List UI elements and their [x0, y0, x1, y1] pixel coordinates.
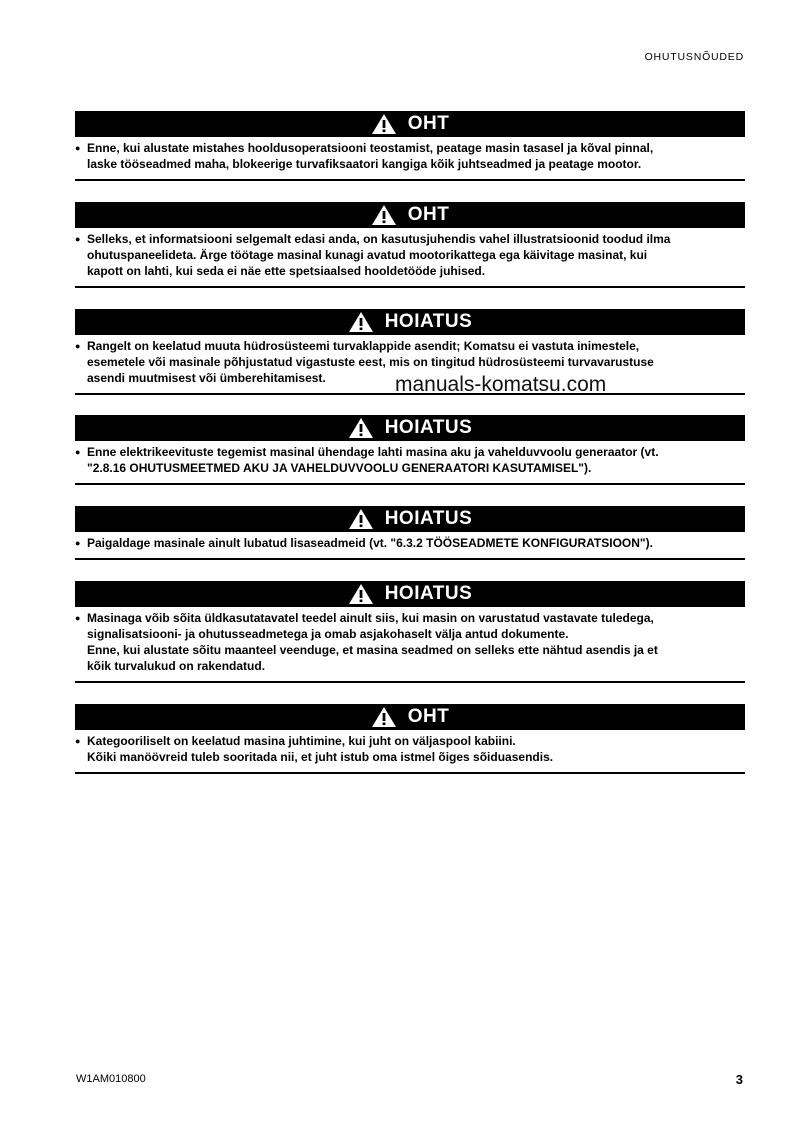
- safety-notice: [75, 704, 745, 774]
- notice-line: ohutuspaneelideta. Ärge töötage masinal kunagi avatud mootorikattega ega käivitage masinat, kui: [87, 248, 648, 262]
- bullet-icon: ●: [75, 736, 81, 746]
- safety-notice: [75, 506, 745, 560]
- notice-line: kõik turvalukud on rakendatud.: [87, 659, 266, 673]
- notice-line: Kõiki manöövreid tuleb sooritada nii, et juht istub oma istmel õiges sõiduasendis.: [87, 750, 554, 764]
- notice-item: [75, 444, 745, 476]
- notice-title-bar: [75, 704, 745, 730]
- watermark-text: manuals-komatsu.com: [395, 373, 607, 396]
- safety-notice: [75, 111, 745, 181]
- notice-line: Paigaldage masinale ainult lubatud lisaseadmeid (vt. "6.3.2 TÖÖSEADMETE KONFIGURATSIOON").: [87, 536, 653, 550]
- notice-item: [75, 140, 745, 172]
- notice-title: OHT: [407, 204, 450, 225]
- notice-item: [75, 733, 745, 765]
- safety-notice: [75, 415, 745, 485]
- notice-title: HOIATUS: [384, 417, 473, 438]
- notice-body: [75, 228, 745, 288]
- notice-title-bar: [75, 581, 745, 607]
- notice-body: [75, 730, 745, 774]
- warning-triangle-icon: [371, 204, 397, 226]
- notice-title: HOIATUS: [384, 583, 473, 604]
- notice-line: asendi muutmisest või ümberehitamisest.: [87, 371, 326, 385]
- notice-title: HOIATUS: [384, 508, 473, 529]
- notice-line: "2.8.16 OHUTUSMEETMED AKU JA VAHELDUVVOOLU GENERAATORI KASUTAMISEL").: [87, 461, 592, 475]
- notice-line: Enne, kui alustate mistahes hooldusoperatsiooni teostamist, peatage masin tasasel ja kõval pinnal,: [87, 141, 654, 155]
- notice-line: Selleks, et informatsiooni selgemalt edasi anda, on kasutusjuhendis vahel illustratsioonid toodud ilma: [87, 232, 671, 246]
- notice-line: Kategooriliselt on keelatud masina juhtimine, kui juht on väljaspool kabiini.: [87, 734, 516, 748]
- bullet-icon: ●: [75, 234, 81, 244]
- bullet-icon: ●: [75, 447, 81, 457]
- bullet-icon: ●: [75, 613, 81, 623]
- bullet-icon: ●: [75, 341, 81, 351]
- notice-item: [75, 610, 745, 674]
- notice-line: signalisatsiooni- ja ohutusseadmetega ja omab asjakohaselt välja antud dokumente.: [87, 627, 569, 641]
- notice-title-bar: [75, 309, 745, 335]
- notice-title-bar: [75, 506, 745, 532]
- safety-notice: [75, 581, 745, 683]
- notice-line: Rangelt on keelatud muuta hüdrosüsteemi turvaklappide asendit; Komatsu ei vastuta inimestele,: [87, 339, 640, 353]
- bullet-icon: ●: [75, 538, 81, 548]
- notice-title-bar: [75, 202, 745, 228]
- notice-title: OHT: [407, 706, 450, 727]
- warning-triangle-icon: [348, 583, 374, 605]
- notice-title-bar: [75, 111, 745, 137]
- warning-triangle-icon: [371, 706, 397, 728]
- running-header: OHUTUSNÕUDED: [644, 51, 744, 63]
- safety-notice: [75, 202, 745, 288]
- notice-body: [75, 607, 745, 683]
- document-code: W1AM010800: [76, 1073, 146, 1085]
- notice-title-bar: [75, 415, 745, 441]
- notice-body: [75, 441, 745, 485]
- notice-title: OHT: [407, 113, 450, 134]
- warning-triangle-icon: [348, 417, 374, 439]
- warning-triangle-icon: [348, 311, 374, 333]
- notice-body: [75, 137, 745, 181]
- notice-item: [75, 231, 745, 279]
- warning-triangle-icon: [371, 113, 397, 135]
- notice-line: kapott on lahti, kui seda ei näe ette spetsiaalsed hooldetööde juhised.: [87, 264, 486, 278]
- bullet-icon: ●: [75, 143, 81, 153]
- notice-line: esemetele või masinale põhjustatud vigastuste eest, mis on tingitud hüdrosüsteemi turvavarustuse: [87, 355, 654, 369]
- notice-line: laske tööseadmed maha, blokeerige turvafiksaatori kangiga kõik juhtseadmed ja peatage mootor.: [87, 157, 642, 171]
- page-number: 3: [735, 1072, 743, 1087]
- safety-notices: [75, 111, 745, 795]
- notice-line: Enne elektrikeevituste tegemist masinal ühendage lahti masina aku ja vahelduvvoolu generaator (vt.: [87, 445, 659, 459]
- notice-body: [75, 532, 745, 560]
- notice-title: HOIATUS: [384, 311, 473, 332]
- notice-line: Masinaga võib sõita üldkasutatavatel teedel ainult siis, kui masin on varustatud vastavate tuledega,: [87, 611, 654, 625]
- notice-line: Enne, kui alustate sõitu maanteel veenduge, et masina seadmed on selleks ette nähtud asendis ja et: [87, 643, 658, 657]
- warning-triangle-icon: [348, 508, 374, 530]
- notice-item: [75, 535, 745, 551]
